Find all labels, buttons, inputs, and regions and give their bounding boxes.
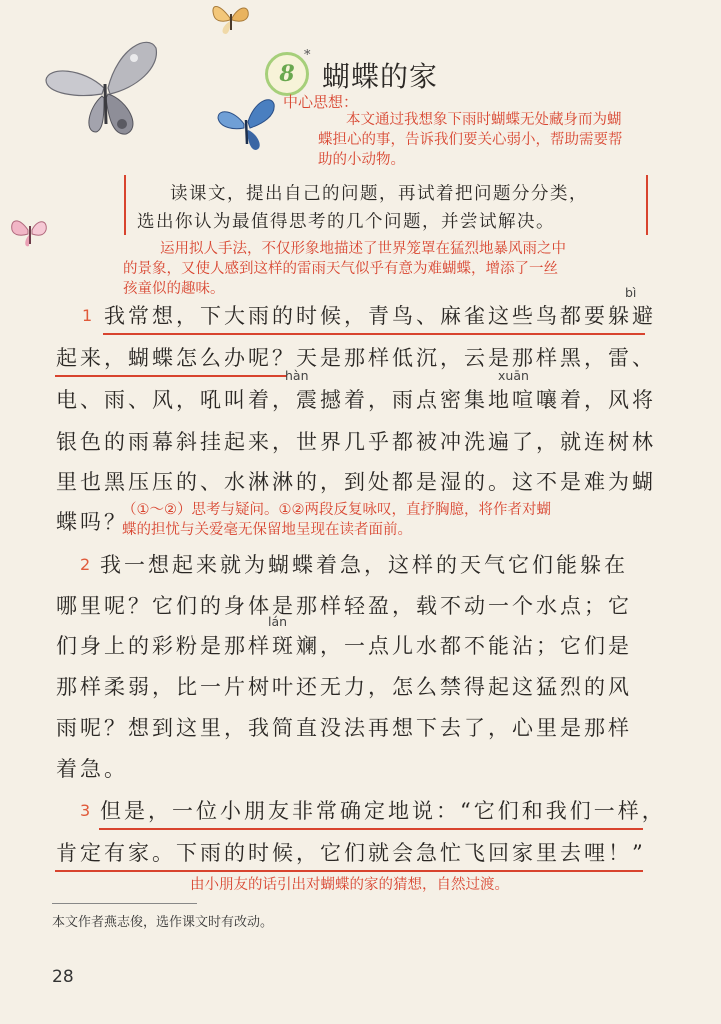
pinyin-bi: bì	[625, 285, 637, 300]
prompt-line-2: 选出你认为最值得思考的几个问题，并尝试解决。	[137, 212, 555, 232]
annotation-personification-line-3: 孩童似的趣味。	[123, 281, 225, 297]
self-study-mark: *	[304, 48, 311, 63]
footnote: 本文作者燕志俊，选作课文时有改动。	[52, 915, 274, 930]
lesson-title: 蝴蝶的家	[322, 60, 439, 93]
underline-p1-1	[103, 333, 645, 335]
paragraph-3-line-1: 但是，一位小朋友非常确定地说：“它们和我们一样，	[100, 799, 666, 823]
paragraph-2-line-6: 着急。	[56, 757, 128, 781]
underline-p3-2	[55, 870, 643, 872]
paragraph-2-line-3: 们身上的彩粉是那样斑斓，一点儿水都不能沾；它们是	[56, 634, 632, 658]
underline-p1-2	[55, 375, 287, 377]
pinyin-lan: lán	[268, 614, 288, 629]
reading-prompt-box	[124, 175, 648, 235]
paragraph-3-line-2: 肯定有家。下雨的时候，它们就会急忙飞回家里去哩！”	[56, 841, 646, 865]
paragraph-1-line-2: 起来，蝴蝶怎么办呢？天是那样低沉，云是那样黑，雷、	[56, 346, 656, 370]
underline-p3-1	[99, 828, 643, 830]
paragraph-2-line-2: 哪里呢？它们的身体是那样轻盈，载不动一个水点；它	[56, 594, 632, 618]
paragraph-1-line-5: 里也黑压压的、水淋淋的，到处都是湿的。这不是难为蝴	[56, 470, 656, 494]
annotation-p1-line-1: （①～②）思考与疑问。①②两段反复咏叹，直抒胸臆，将作者对蝴	[122, 502, 551, 518]
paragraph-3-number: 3	[80, 801, 91, 820]
paragraph-2-line-1: 我一想起来就为蝴蝶着急，这样的天气它们能躲在	[100, 553, 628, 577]
butterfly-icon-blue	[214, 92, 280, 158]
annotation-personification-line-1: 运用拟人手法，不仅形象地描述了世界笼罩在猛烈地暴风雨之中	[160, 241, 566, 257]
paragraph-1-number: 1	[82, 306, 93, 325]
lesson-number-badge: 8	[265, 52, 309, 96]
central-idea-label: 中心思想：	[283, 93, 359, 111]
paragraph-1-line-4: 银色的雨幕斜挂起来，世界几乎都被冲洗遍了，就连树林	[56, 430, 656, 454]
paragraph-2-line-4: 那样柔弱，比一片树叶还无力，怎么禁得起这猛烈的风	[56, 675, 632, 699]
annotation-p1-line-2: 蝶的担忧与关爱毫无保留地呈现在读者面前。	[122, 522, 412, 538]
butterfly-icon-grey	[38, 28, 168, 148]
paragraph-2-number: 2	[80, 555, 91, 574]
pinyin-xuan: xuān	[498, 368, 529, 383]
paragraph-2-line-5: 雨呢？想到这里，我简直没法再想下去了，心里是那样	[56, 716, 632, 740]
paragraph-1-line-1: 我常想，下大雨的时候，青鸟、麻雀这些鸟都要躲避	[104, 304, 656, 328]
paragraph-1-line-6: 蝶吗？	[56, 510, 128, 534]
central-idea-line-2: 蝶担心的事，告诉我们要关心弱小，帮助需要帮	[318, 132, 623, 148]
paragraph-1-line-3: 电、雨、风，吼叫着，震撼着，雨点密集地喧嚷着，风将	[56, 388, 656, 412]
page-number: 28	[52, 967, 74, 987]
central-idea-line-1: 本文通过我想象下雨时蝴蝶无处藏身而为蝴	[346, 112, 622, 128]
footnote-divider	[52, 903, 197, 904]
butterfly-icon-pink	[8, 210, 52, 252]
prompt-line-1: 读课文，提出自己的问题，再试着把问题分分类，	[170, 184, 588, 204]
annotation-p3: 由小朋友的话引出对蝴蝶的家的猜想，自然过渡。	[190, 877, 509, 893]
central-idea-line-3: 助的小动物。	[318, 152, 405, 168]
pinyin-han: hàn	[285, 368, 309, 383]
annotation-personification-line-2: 的景象，又使人感到这样的雷雨天气似乎有意为难蝴蝶，增添了一丝	[123, 261, 558, 277]
butterfly-icon-orange	[208, 0, 254, 40]
